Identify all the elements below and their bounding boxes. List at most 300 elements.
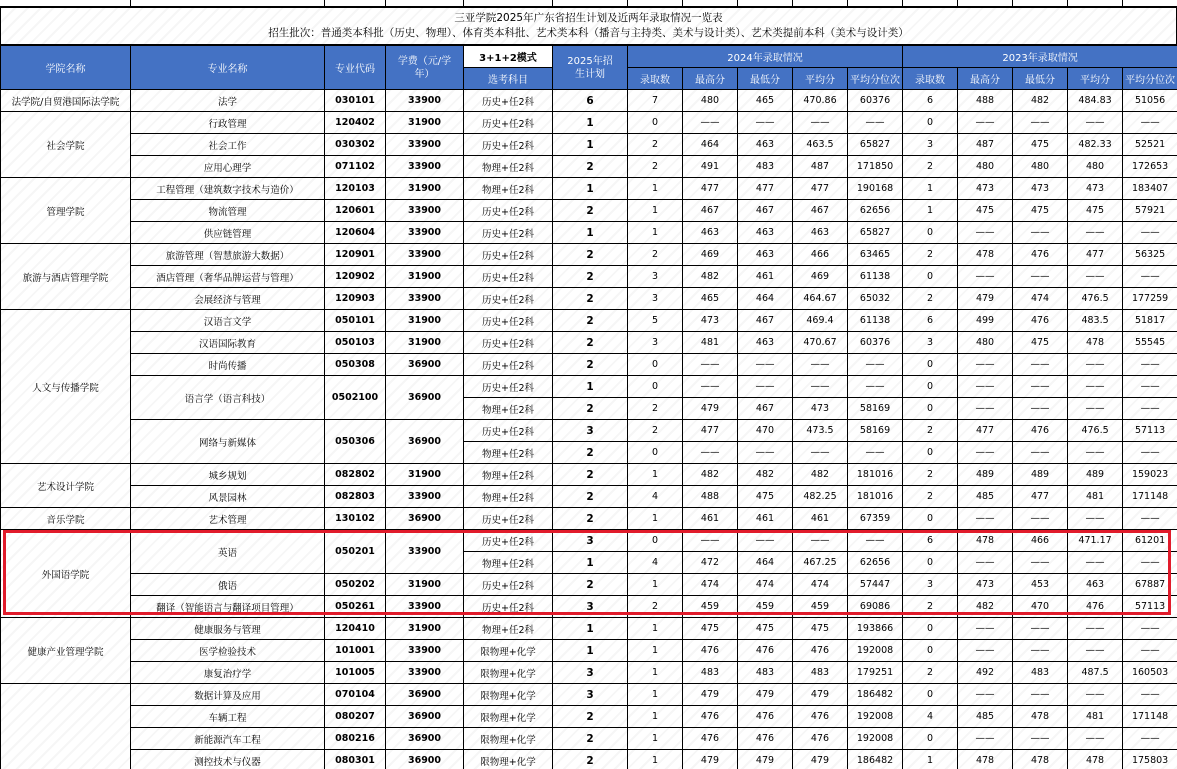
y2023-max: —— (958, 376, 1013, 398)
y2024-min: 459 (738, 596, 793, 618)
major-code: 071102 (325, 156, 386, 178)
y2024-min: —— (738, 530, 793, 552)
y2024-count: 2 (628, 134, 683, 156)
y2024-count: 3 (628, 288, 683, 310)
y2023-min: 473 (1013, 178, 1068, 200)
title-box (0, 7, 1177, 45)
y2024-min: —— (738, 376, 793, 398)
subject-requirement: 历史+任2科 (464, 288, 553, 310)
y2024-count: 4 (628, 486, 683, 508)
plan-2025: 2 (553, 310, 628, 332)
y2023-min: 483 (1013, 662, 1068, 684)
plan-2025: 2 (553, 156, 628, 178)
major-name: 医学检验技术 (131, 640, 325, 662)
header-2024-max: 最高分 (683, 68, 738, 90)
y2024-avg: 467.25 (793, 552, 848, 574)
major-name: 行政管理 (131, 112, 325, 134)
y2024-avg: 469.4 (793, 310, 848, 332)
y2023-avg: —— (1068, 728, 1123, 750)
y2024-min: 461 (738, 508, 793, 530)
tuition-fee: 36900 (386, 376, 464, 420)
y2023-max: 473 (958, 178, 1013, 200)
y2023-min: —— (1013, 684, 1068, 706)
y2024-max: 476 (683, 706, 738, 728)
y2024-min: 479 (738, 750, 793, 769)
major-code: 082803 (325, 486, 386, 508)
y2024-avg: 470.86 (793, 90, 848, 112)
subject-requirement: 历史+任2科 (464, 596, 553, 618)
y2023-count: 0 (903, 640, 958, 662)
y2023-count: 6 (903, 310, 958, 332)
y2024-rank: 65032 (848, 288, 903, 310)
y2024-count: 1 (628, 464, 683, 486)
tuition-fee: 31900 (386, 618, 464, 640)
y2023-rank: —— (1123, 222, 1177, 244)
tuition-fee: 36900 (386, 750, 464, 769)
y2024-max: 469 (683, 244, 738, 266)
y2024-count: 3 (628, 332, 683, 354)
major-name: 测控技术与仪器 (131, 750, 325, 769)
y2024-count: 1 (628, 640, 683, 662)
y2024-max: —— (683, 112, 738, 134)
table-row (1, 574, 1177, 596)
plan-2025: 2 (553, 486, 628, 508)
plan-2025: 2 (553, 750, 628, 769)
y2023-rank: —— (1123, 354, 1177, 376)
y2024-min: 483 (738, 662, 793, 684)
y2024-rank: 181016 (848, 464, 903, 486)
y2024-max: —— (683, 530, 738, 552)
plan-2025: 1 (553, 112, 628, 134)
subject-requirement: 物理+任2科 (464, 156, 553, 178)
header-2023: 2023年录取情况 (903, 46, 1177, 68)
y2023-max: 489 (958, 464, 1013, 486)
y2024-rank: 67359 (848, 508, 903, 530)
y2023-avg: —— (1068, 354, 1123, 376)
y2023-count: 0 (903, 442, 958, 464)
major-name: 健康服务与管理 (131, 618, 325, 640)
tuition-fee: 33900 (386, 662, 464, 684)
y2023-min: 475 (1013, 134, 1068, 156)
y2024-rank: 181016 (848, 486, 903, 508)
y2024-min: 463 (738, 332, 793, 354)
header-major: 专业名称 (131, 46, 325, 90)
y2024-rank: 65827 (848, 134, 903, 156)
major-name: 网络与新媒体 (131, 420, 325, 464)
y2023-avg: 476.5 (1068, 420, 1123, 442)
plan-2025: 1 (553, 376, 628, 398)
major-name: 汉语言文学 (131, 310, 325, 332)
table-row (1, 288, 1177, 310)
y2023-avg: —— (1068, 552, 1123, 574)
y2024-avg: 479 (793, 684, 848, 706)
y2024-count: 1 (628, 178, 683, 200)
table-row (1, 222, 1177, 244)
y2024-avg: 473.5 (793, 420, 848, 442)
y2023-rank: 171148 (1123, 486, 1177, 508)
major-code: 101005 (325, 662, 386, 684)
y2024-min: 464 (738, 552, 793, 574)
y2023-min: 476 (1013, 420, 1068, 442)
major-name: 车辆工程 (131, 706, 325, 728)
plan-2025: 1 (553, 222, 628, 244)
y2023-rank: 67887 (1123, 574, 1177, 596)
y2023-max: 480 (958, 332, 1013, 354)
y2023-rank: —— (1123, 376, 1177, 398)
y2023-avg: 478 (1068, 332, 1123, 354)
table-row (1, 376, 1177, 398)
y2024-count: 2 (628, 156, 683, 178)
y2023-rank: 51817 (1123, 310, 1177, 332)
subject-requirement: 物理+任2科 (464, 552, 553, 574)
y2024-max: 464 (683, 134, 738, 156)
y2024-count: 0 (628, 112, 683, 134)
major-name: 语言学（语言科技） (131, 376, 325, 420)
y2024-rank: 171850 (848, 156, 903, 178)
tuition-fee: 33900 (386, 288, 464, 310)
y2023-avg: —— (1068, 376, 1123, 398)
y2024-min: 476 (738, 706, 793, 728)
y2023-min: 453 (1013, 574, 1068, 596)
y2023-rank: —— (1123, 618, 1177, 640)
plan-2025: 2 (553, 442, 628, 464)
y2023-count: 2 (903, 662, 958, 684)
y2023-min: —— (1013, 618, 1068, 640)
y2024-min: 463 (738, 244, 793, 266)
subject-requirement: 历史+任2科 (464, 244, 553, 266)
major-name: 工程管理（建筑数字技术与造价） (131, 178, 325, 200)
y2023-count: 3 (903, 574, 958, 596)
major-code: 0502100 (325, 376, 386, 420)
y2023-rank: —— (1123, 266, 1177, 288)
y2023-min: 476 (1013, 310, 1068, 332)
y2024-max: 479 (683, 684, 738, 706)
y2024-min: 476 (738, 640, 793, 662)
y2024-min: —— (738, 442, 793, 464)
y2023-max: 478 (958, 530, 1013, 552)
y2023-rank: 57113 (1123, 596, 1177, 618)
y2024-count: 1 (628, 200, 683, 222)
y2023-count: 0 (903, 728, 958, 750)
y2023-avg: —— (1068, 112, 1123, 134)
y2023-rank: —— (1123, 112, 1177, 134)
table-row (1, 662, 1177, 684)
y2024-max: —— (683, 354, 738, 376)
major-name: 数据计算及应用 (131, 684, 325, 706)
header-2024-min: 最低分 (738, 68, 793, 90)
y2023-min: 489 (1013, 464, 1068, 486)
table-row (1, 618, 1177, 640)
y2023-count: 6 (903, 530, 958, 552)
plan-2025: 3 (553, 596, 628, 618)
header-2023-max: 最高分 (958, 68, 1013, 90)
y2024-rank: —— (848, 376, 903, 398)
y2023-count: 3 (903, 134, 958, 156)
y2024-avg: 463.5 (793, 134, 848, 156)
y2024-min: 463 (738, 134, 793, 156)
major-code: 050261 (325, 596, 386, 618)
y2023-avg: 484.83 (1068, 90, 1123, 112)
y2023-count: 6 (903, 90, 958, 112)
y2023-max: 492 (958, 662, 1013, 684)
y2023-count: 0 (903, 376, 958, 398)
header-2023-min: 最低分 (1013, 68, 1068, 90)
table-row (1, 486, 1177, 508)
y2024-max: 475 (683, 618, 738, 640)
y2023-rank: —— (1123, 552, 1177, 574)
tuition-fee: 36900 (386, 728, 464, 750)
y2023-min: —— (1013, 552, 1068, 574)
y2023-rank: 51056 (1123, 90, 1177, 112)
y2023-min: 478 (1013, 750, 1068, 769)
y2024-rank: 61138 (848, 310, 903, 332)
major-code: 120601 (325, 200, 386, 222)
subject-requirement: 物理+任2科 (464, 618, 553, 640)
major-name: 社会工作 (131, 134, 325, 156)
plan-2025: 3 (553, 420, 628, 442)
major-code: 030101 (325, 90, 386, 112)
y2024-min: —— (738, 354, 793, 376)
y2023-avg: —— (1068, 684, 1123, 706)
header-2023-avg: 平均分 (1068, 68, 1123, 90)
y2024-count: 1 (628, 508, 683, 530)
major-name: 俄语 (131, 574, 325, 596)
y2023-count: 0 (903, 398, 958, 420)
major-name: 旅游管理（智慧旅游大数据） (131, 244, 325, 266)
major-code: 030302 (325, 134, 386, 156)
y2024-max: 479 (683, 398, 738, 420)
plan-2025: 2 (553, 574, 628, 596)
major-name: 翻译（智能语言与翻译项目管理） (131, 596, 325, 618)
plan-2025: 3 (553, 530, 628, 552)
subject-requirement: 历史+任2科 (464, 90, 553, 112)
y2023-max: 488 (958, 90, 1013, 112)
subject-requirement: 历史+任2科 (464, 508, 553, 530)
y2024-avg: 473 (793, 398, 848, 420)
y2024-min: 467 (738, 310, 793, 332)
major-name: 风景园林 (131, 486, 325, 508)
major-name: 时尚传播 (131, 354, 325, 376)
y2023-count: 4 (903, 706, 958, 728)
tuition-fee: 31900 (386, 464, 464, 486)
y2023-count: 0 (903, 222, 958, 244)
tuition-fee: 33900 (386, 200, 464, 222)
college-name: 健康产业管理学院 (1, 618, 131, 684)
subject-requirement: 物理+任2科 (464, 178, 553, 200)
college-name: 人文与传播学院 (1, 310, 131, 464)
major-code: 120410 (325, 618, 386, 640)
major-code: 120604 (325, 222, 386, 244)
major-name: 城乡规划 (131, 464, 325, 486)
y2024-avg: —— (793, 442, 848, 464)
y2023-max: —— (958, 552, 1013, 574)
subject-requirement: 历史+任2科 (464, 530, 553, 552)
subject-requirement: 物理+任2科 (464, 464, 553, 486)
y2024-min: —— (738, 112, 793, 134)
subject-requirement: 历史+任2科 (464, 112, 553, 134)
y2024-avg: 482 (793, 464, 848, 486)
major-code: 050103 (325, 332, 386, 354)
y2024-min: 483 (738, 156, 793, 178)
subject-requirement: 物理+任2科 (464, 442, 553, 464)
tuition-fee: 36900 (386, 684, 464, 706)
y2024-count: 2 (628, 596, 683, 618)
header-2024-rank: 平均分位次 (848, 68, 903, 90)
y2024-count: 4 (628, 552, 683, 574)
header-2023-count: 录取数 (903, 68, 958, 90)
y2023-rank: 55545 (1123, 332, 1177, 354)
subject-requirement: 历史+任2科 (464, 574, 553, 596)
subject-requirement: 物理+任2科 (464, 486, 553, 508)
tuition-fee: 33900 (386, 486, 464, 508)
y2023-count: 0 (903, 618, 958, 640)
tuition-fee: 31900 (386, 310, 464, 332)
subject-requirement: 限物理+化学 (464, 706, 553, 728)
y2023-min: 475 (1013, 332, 1068, 354)
y2024-rank: 61138 (848, 266, 903, 288)
y2023-max: —— (958, 684, 1013, 706)
y2024-avg: 459 (793, 596, 848, 618)
y2024-count: 2 (628, 398, 683, 420)
y2023-count: 0 (903, 354, 958, 376)
y2024-avg: —— (793, 530, 848, 552)
major-code: 050201 (325, 530, 386, 574)
y2023-rank: 160503 (1123, 662, 1177, 684)
tuition-fee: 31900 (386, 266, 464, 288)
y2023-avg: 476.5 (1068, 288, 1123, 310)
tuition-fee: 33900 (386, 530, 464, 574)
tuition-fee: 36900 (386, 706, 464, 728)
y2024-rank: 69086 (848, 596, 903, 618)
y2023-max: —— (958, 398, 1013, 420)
plan-2025: 3 (553, 662, 628, 684)
tuition-fee: 33900 (386, 640, 464, 662)
major-code: 120402 (325, 112, 386, 134)
y2024-avg: 476 (793, 728, 848, 750)
plan-2025: 1 (553, 618, 628, 640)
y2024-rank: —— (848, 442, 903, 464)
plan-2025: 3 (553, 684, 628, 706)
y2023-avg: 473 (1068, 178, 1123, 200)
subject-requirement: 限物理+化学 (464, 728, 553, 750)
y2024-count: 1 (628, 662, 683, 684)
y2023-rank: 177259 (1123, 288, 1177, 310)
header-fee: 学费（元/学年） (386, 46, 464, 90)
y2023-rank: 175803 (1123, 750, 1177, 769)
y2023-count: 0 (903, 684, 958, 706)
subject-requirement: 历史+任2科 (464, 420, 553, 442)
major-code: 070104 (325, 684, 386, 706)
admission-table (0, 45, 1177, 769)
y2023-min: 478 (1013, 706, 1068, 728)
page-subtitle: 招生批次：普通类本科批（历史、物理）、体育类本科批、艺术类本科（播音与主持类、美术与设计类）、艺术类提前本科（美术与设计类） (268, 27, 909, 39)
header-2024-avg: 平均分 (793, 68, 848, 90)
tuition-fee: 33900 (386, 222, 464, 244)
subject-requirement: 历史+任2科 (464, 310, 553, 332)
major-code: 050101 (325, 310, 386, 332)
y2023-min: 475 (1013, 200, 1068, 222)
college-name: 社会学院 (1, 112, 131, 178)
y2024-rank: —— (848, 530, 903, 552)
y2023-max: 487 (958, 134, 1013, 156)
y2023-count: 1 (903, 750, 958, 769)
y2024-avg: —— (793, 376, 848, 398)
y2023-avg: —— (1068, 398, 1123, 420)
y2023-min: 474 (1013, 288, 1068, 310)
y2024-avg: 474 (793, 574, 848, 596)
header-mode: 3+1+2模式 (464, 46, 553, 68)
y2024-count: 1 (628, 706, 683, 728)
y2024-min: 476 (738, 728, 793, 750)
y2023-avg: 471.17 (1068, 530, 1123, 552)
plan-2025: 2 (553, 354, 628, 376)
tuition-fee: 36900 (386, 508, 464, 530)
y2023-count: 0 (903, 508, 958, 530)
y2023-rank: —— (1123, 442, 1177, 464)
y2023-count: 0 (903, 552, 958, 574)
table-row (1, 178, 1177, 200)
y2024-min: 461 (738, 266, 793, 288)
y2024-avg: 470.67 (793, 332, 848, 354)
y2024-avg: 482.25 (793, 486, 848, 508)
major-code: 082802 (325, 464, 386, 486)
y2023-min: —— (1013, 222, 1068, 244)
major-code: 050202 (325, 574, 386, 596)
subject-requirement: 限物理+化学 (464, 750, 553, 769)
y2024-avg: 467 (793, 200, 848, 222)
y2024-count: 0 (628, 354, 683, 376)
y2023-count: 0 (903, 266, 958, 288)
y2023-rank: —— (1123, 508, 1177, 530)
y2024-rank: —— (848, 354, 903, 376)
y2024-avg: 463 (793, 222, 848, 244)
college-name: 艺术设计学院 (1, 464, 131, 508)
y2024-avg: 477 (793, 178, 848, 200)
college-name: 旅游与酒店管理学院 (1, 244, 131, 310)
plan-2025: 1 (553, 134, 628, 156)
y2023-max: 479 (958, 288, 1013, 310)
y2023-rank: 61201 (1123, 530, 1177, 552)
y2023-rank: 172653 (1123, 156, 1177, 178)
y2023-max: —— (958, 112, 1013, 134)
y2024-rank: 57447 (848, 574, 903, 596)
table-row (1, 728, 1177, 750)
major-code: 080207 (325, 706, 386, 728)
y2024-max: 476 (683, 728, 738, 750)
header-2024: 2024年录取情况 (628, 46, 903, 68)
tuition-fee: 31900 (386, 112, 464, 134)
y2023-avg: 489 (1068, 464, 1123, 486)
y2023-min: 466 (1013, 530, 1068, 552)
y2023-max: 485 (958, 486, 1013, 508)
y2023-avg: 476 (1068, 596, 1123, 618)
y2024-max: 482 (683, 464, 738, 486)
y2024-rank: 62656 (848, 200, 903, 222)
y2023-avg: 477 (1068, 244, 1123, 266)
y2024-count: 1 (628, 222, 683, 244)
tuition-fee: 33900 (386, 596, 464, 618)
major-code: 080216 (325, 728, 386, 750)
y2023-count: 2 (903, 420, 958, 442)
table-row (1, 684, 1177, 706)
y2023-max: 473 (958, 574, 1013, 596)
college-name (1, 684, 131, 769)
y2023-count: 1 (903, 178, 958, 200)
y2024-max: 463 (683, 222, 738, 244)
table-row (1, 530, 1177, 552)
y2024-avg: 476 (793, 706, 848, 728)
y2024-min: 470 (738, 420, 793, 442)
